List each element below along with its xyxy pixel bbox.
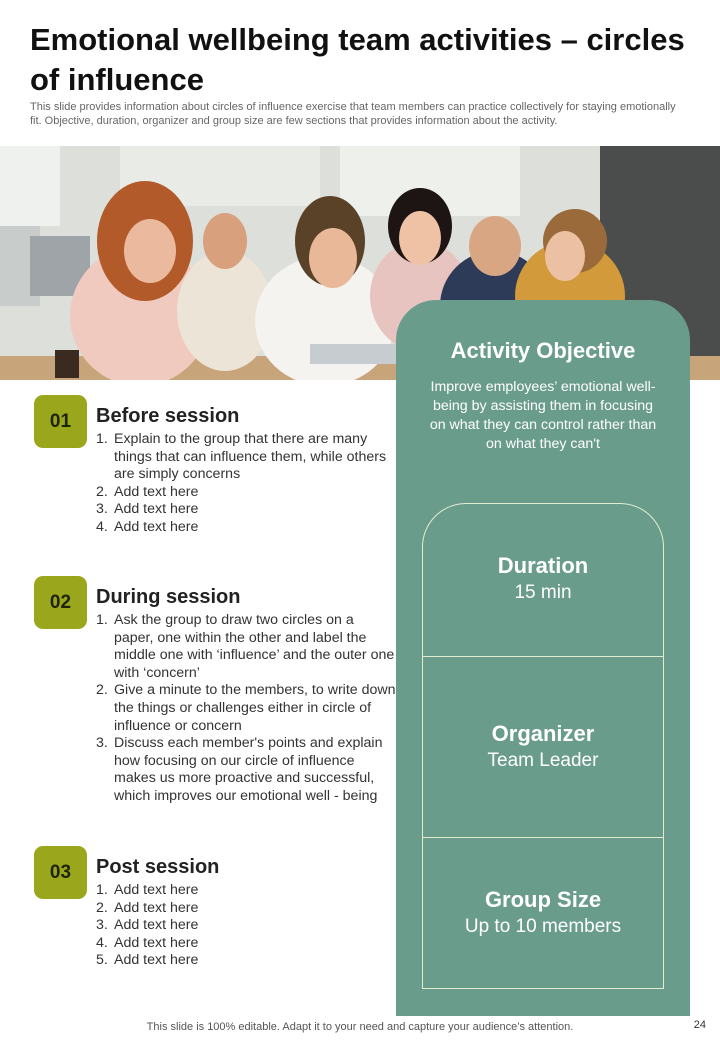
list-item: 2. Give a minute to the members, to write down the things or challenges either in circle of influence or concern <box>96 682 396 734</box>
slide-title: Emotional wellbeing team activities – circles of influence <box>30 22 685 97</box>
objective-title: Activity Objective <box>450 338 636 363</box>
activity-details <box>422 503 664 989</box>
session-title: Post session <box>96 856 220 878</box>
session-list <box>96 612 396 806</box>
duration-value: 15 min <box>514 582 572 603</box>
group-size-block <box>423 886 663 940</box>
list-item: 4. Add text here <box>96 518 199 535</box>
list-item: 4. Add text here <box>96 934 199 951</box>
list-item: 2. Add text here <box>96 483 199 500</box>
step-badge: 02 <box>34 576 87 629</box>
page-number: 24 <box>693 1019 706 1031</box>
session-title: Before session <box>96 405 240 427</box>
session-list <box>96 882 396 970</box>
list-item: 1. Ask the group to draw two circles on a paper, one within the other and label the middle one with ‘influence’ and the outer one with ‘concern’ <box>96 612 395 681</box>
organizer-block <box>423 720 663 774</box>
group-size-label: Group Size <box>484 887 602 912</box>
step-badge: 01 <box>34 395 87 448</box>
list-item: 2. Add text here <box>96 899 199 916</box>
step-badge: 03 <box>34 846 87 899</box>
list-item: 1. Add text here <box>96 882 199 898</box>
organizer-value: Team Leader <box>487 750 599 771</box>
objective-text: Improve employees’ emotional well-being by assisting them in focusing on what they can control rather than on what they can't <box>429 379 657 452</box>
duration-label: Duration <box>497 553 589 578</box>
session-list <box>96 431 396 537</box>
divider <box>423 837 663 838</box>
list-item: 1. Explain to the group that there are many things that can influence them, while others are simply concerns <box>96 431 387 483</box>
list-item: 5. Add text here <box>96 952 199 969</box>
slide-subtitle: This slide provides information about circles of influence exercise that team members can practice collectively for staying emotionally fit. Objective, duration, organizer and group size are few sections that provides information about the activity. <box>30 101 676 127</box>
list-item: 3. Discuss each member's points and explain how focusing on our circle of influence makes us more proactive and successful, which improves our emotional well - being <box>96 735 383 804</box>
session-title: During session <box>96 586 241 608</box>
divider <box>423 656 663 657</box>
organizer-label: Organizer <box>491 721 595 746</box>
list-item: 3. Add text here <box>96 501 199 518</box>
list-item: 3. Add text here <box>96 917 199 934</box>
group-size-value: Up to 10 members <box>464 916 622 937</box>
footer-note: This slide is 100% editable. Adapt it to your need and capture your audience’s attention. <box>146 1021 574 1033</box>
duration-block <box>423 552 663 606</box>
activity-panel <box>396 300 690 1016</box>
